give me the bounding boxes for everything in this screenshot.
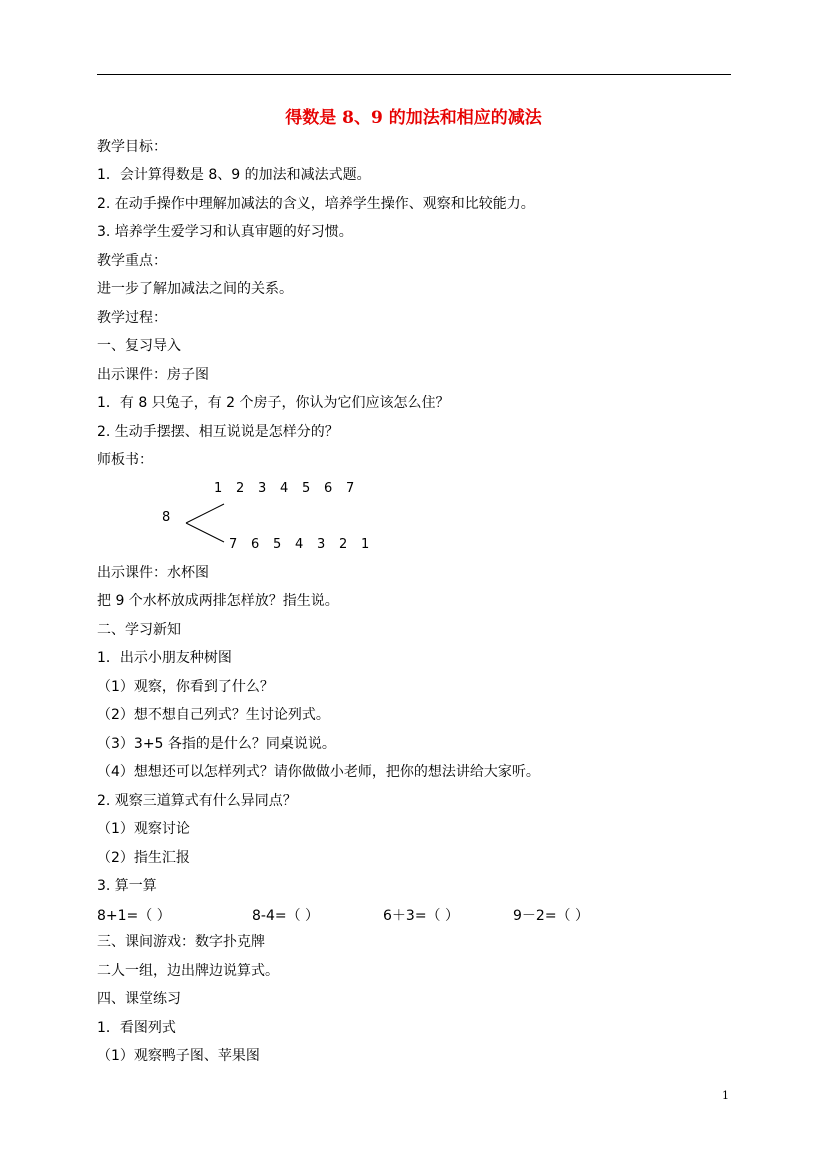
text-line: 进一步了解加减法之间的关系。 (97, 281, 293, 297)
text-line: 教学目标： (97, 139, 167, 155)
board-number: 7 (229, 537, 238, 552)
text-line: （4）想想还可以怎样列式？请你做做小老师，把你的想法讲给大家听。 (97, 764, 540, 780)
branch-up-line (186, 504, 224, 523)
board-number: 3 (317, 537, 326, 552)
board-number: 2 (339, 537, 348, 552)
text-line: 1．会计算得数是 8、9 的加法和减法式题。 (97, 167, 371, 183)
calc-exercise: 9－2=（ ） (513, 908, 589, 924)
text-line: （2）想不想自己列式？生讨论列式。 (97, 707, 330, 723)
board-bottom-numbers (229, 537, 383, 552)
board-number: 2 (236, 481, 245, 496)
text-line: 2. 观察三道算式有什么异同点？ (97, 793, 297, 809)
text-line: 教学过程： (97, 310, 167, 326)
text-line: 师板书： (97, 452, 153, 468)
text-line: 1．出示小朋友种树图 (97, 650, 232, 666)
board-top-numbers (214, 481, 368, 496)
text-line: 教学重点： (97, 253, 167, 269)
text-line: 二人一组，边出牌边说算式。 (97, 963, 279, 979)
text-line: 3. 算一算 (97, 878, 157, 894)
text-line: （1）观察，你看到了什么？ (97, 679, 274, 695)
text-line: （3）3+5 各指的是什么？同桌说说。 (97, 736, 336, 752)
page-title: 得数是 8、9 的加法和相应的减法 (285, 108, 542, 128)
text-line: 1．有 8 只兔子，有 2 个房子，你认为它们应该怎么住？ (97, 395, 450, 411)
text-line: （1）观察鸭子图、苹果图 (97, 1048, 260, 1064)
header-rule (97, 74, 731, 75)
text-line: 二、学习新知 (97, 622, 181, 638)
text-line: 四、课堂练习 (97, 991, 181, 1007)
board-number: 5 (273, 537, 282, 552)
text-line: 2. 生动手摆摆、相互说说是怎样分的？ (97, 424, 339, 440)
calc-exercise: 8+1=（ ） (97, 908, 171, 924)
board-number: 1 (361, 537, 370, 552)
calc-exercise: 8-4=（ ） (252, 908, 320, 924)
text-line: 出示课件：水杯图 (97, 565, 209, 581)
text-line: 三、课间游戏：数字扑克牌 (97, 934, 265, 950)
board-number: 6 (251, 537, 260, 552)
board-number: 4 (280, 481, 289, 496)
page-number: 1 (722, 1089, 729, 1102)
board-number: 4 (295, 537, 304, 552)
board-root-number: 8 (162, 510, 171, 525)
board-number: 6 (324, 481, 333, 496)
text-line: 一、复习导入 (97, 338, 181, 354)
text-line: 2. 在动手操作中理解加减法的含义，培养学生操作、观察和比较能力。 (97, 196, 535, 212)
board-number: 1 (214, 481, 223, 496)
board-branch-lines (180, 498, 230, 548)
board-number: 3 (258, 481, 267, 496)
board-number: 7 (346, 481, 355, 496)
text-line: 1．看图列式 (97, 1020, 176, 1036)
text-line: （2）指生汇报 (97, 850, 190, 866)
text-line: 3. 培养学生爱学习和认真审题的好习惯。 (97, 224, 353, 240)
board-number: 5 (302, 481, 311, 496)
text-line: （1）观察讨论 (97, 821, 190, 837)
text-line: 把 9 个水杯放成两排怎样放？指生说。 (97, 593, 339, 609)
branch-down-line (186, 523, 224, 542)
text-line: 出示课件：房子图 (97, 367, 209, 383)
calc-exercise: 6＋3=（ ） (383, 908, 459, 924)
